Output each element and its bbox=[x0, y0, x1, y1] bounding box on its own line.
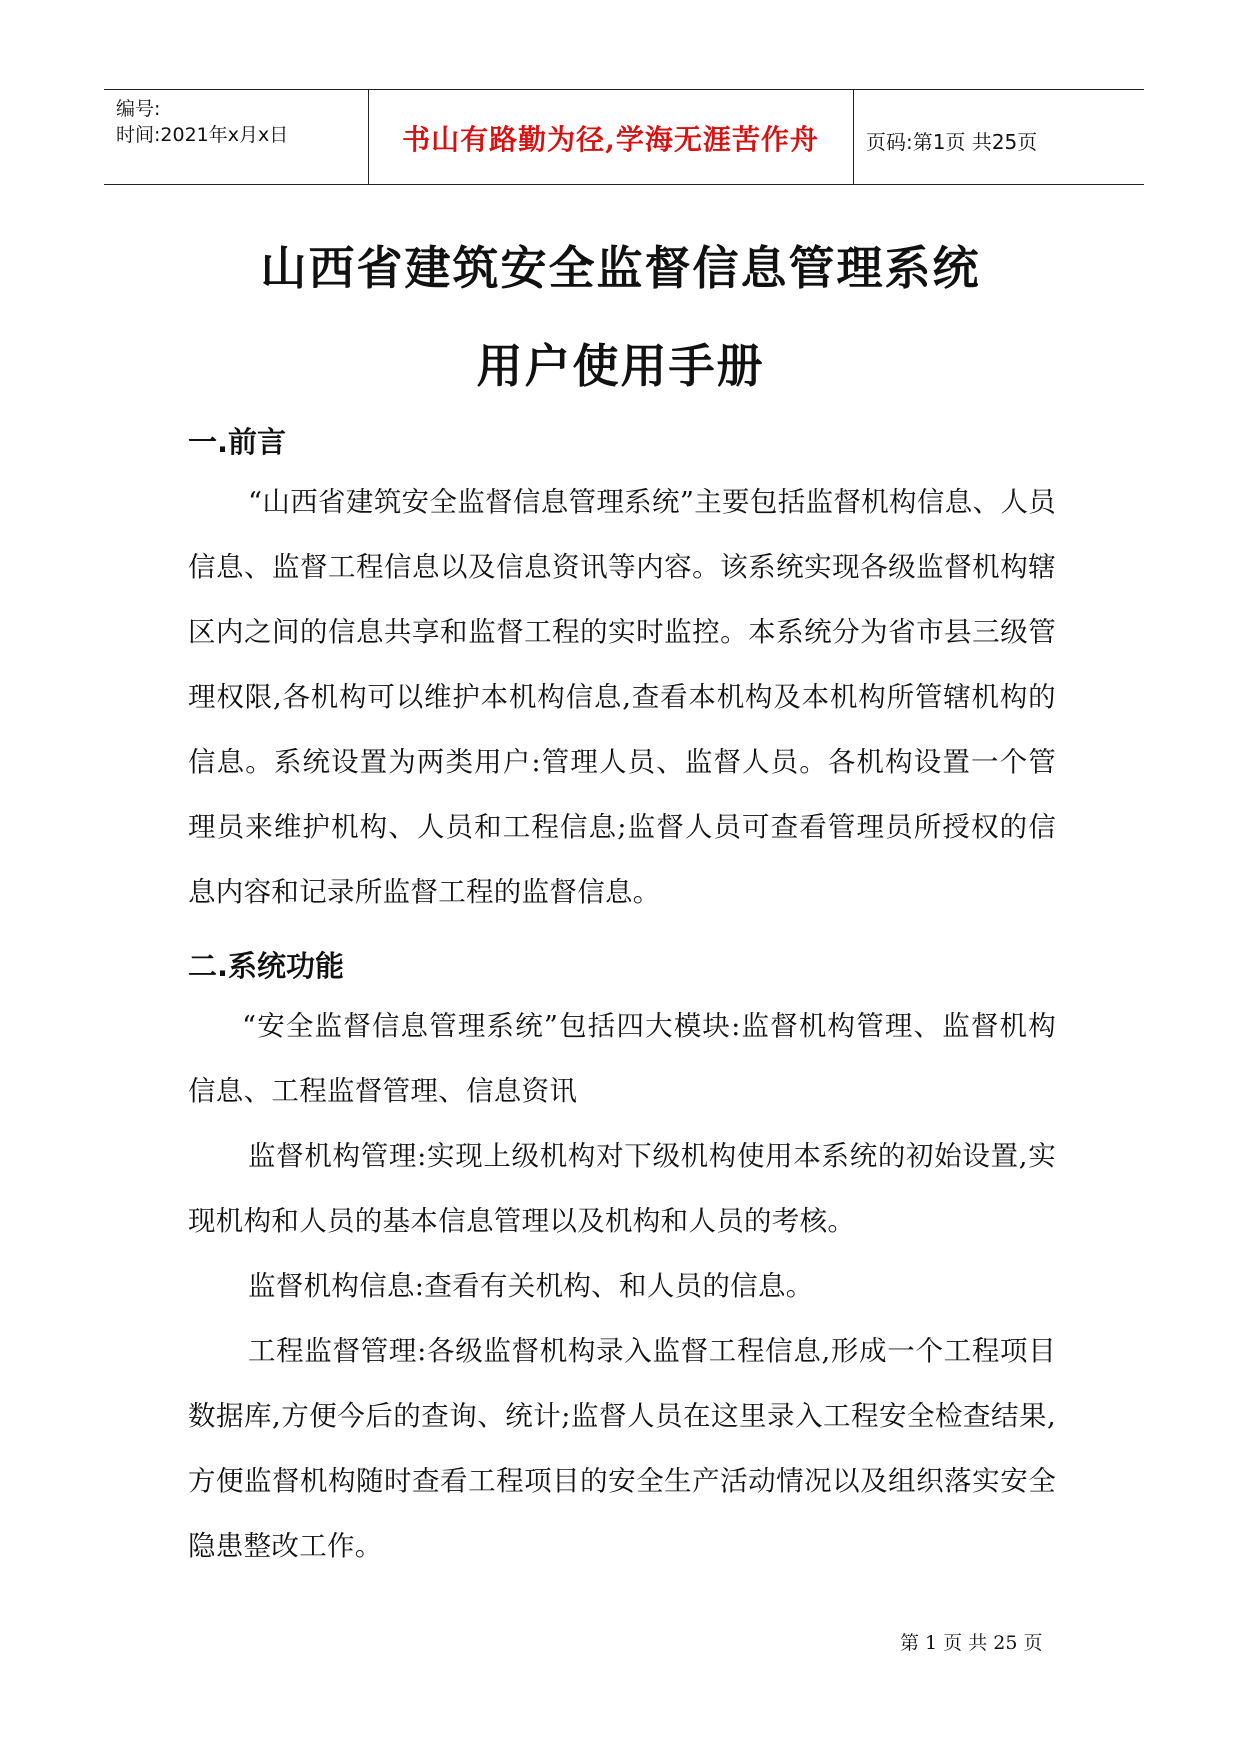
document-subtitle: 用户使用手册 bbox=[476, 339, 765, 393]
section-heading-functions: 二.系统功能 bbox=[188, 949, 345, 983]
functions-paragraph-2: 监督机构管理:实现上级机构对下级机构使用本系统的初始设置,实现机构和人员的基本信息管理以及机构和人员的考核。 bbox=[188, 1140, 1056, 1237]
header-page-cell bbox=[854, 90, 1144, 184]
section-heading-preface: 一.前言 bbox=[188, 425, 287, 459]
number-label: 编号: bbox=[116, 98, 161, 120]
page-footer: 第 1 页 共 25 页 bbox=[900, 1632, 1043, 1654]
document-header bbox=[104, 89, 1144, 185]
time-label: 时间:2021年x月x日 bbox=[116, 124, 289, 146]
header-info-cell bbox=[104, 90, 369, 184]
header-motto-cell bbox=[368, 90, 854, 184]
functions-paragraph-4: 工程监督管理:各级监督机构录入监督工程信息,形成一个工程项目数据库,方便今后的查询、统计;监督人员在这里录入工程安全检查结果,方便监督机构随时查看工程项目的安全生产活动情况以及组织落实安全隐患整改工作。 bbox=[188, 1335, 1056, 1562]
functions-paragraph-1: “安全监督信息管理系统”包括四大模块:监督机构管理、监督机构信息、工程监督管理、信息资讯 bbox=[188, 1010, 1056, 1107]
page-code: 页码:第1页 共25页 bbox=[866, 130, 1038, 154]
document-title: 山西省建筑安全监督信息管理系统 bbox=[260, 241, 981, 295]
functions-paragraph-3: 监督机构信息:查看有关机构、和人员的信息。 bbox=[248, 1270, 814, 1302]
motto-text: 书山有路勤为径,学海无涯苦作舟 bbox=[402, 123, 819, 156]
preface-paragraph: “山西省建筑安全监督信息管理系统”主要包括监督机构信息、人员信息、监督工程信息以及信息资讯等内容。该系统实现各级监督机构辖区内之间的信息共享和监督工程的实时监控。本系统分为省市县三级管理权限,各机构可以维护本机构信息,查看本机构及本机构所管辖机构的信息。系统设置为两类用户:管理人员、监督人员。各机构设置一个管理员来维护机构、人员和工程信息;监督人员可查看管理员所授权的信息内容和记录所监督工程的监督信息。 bbox=[188, 486, 1056, 908]
